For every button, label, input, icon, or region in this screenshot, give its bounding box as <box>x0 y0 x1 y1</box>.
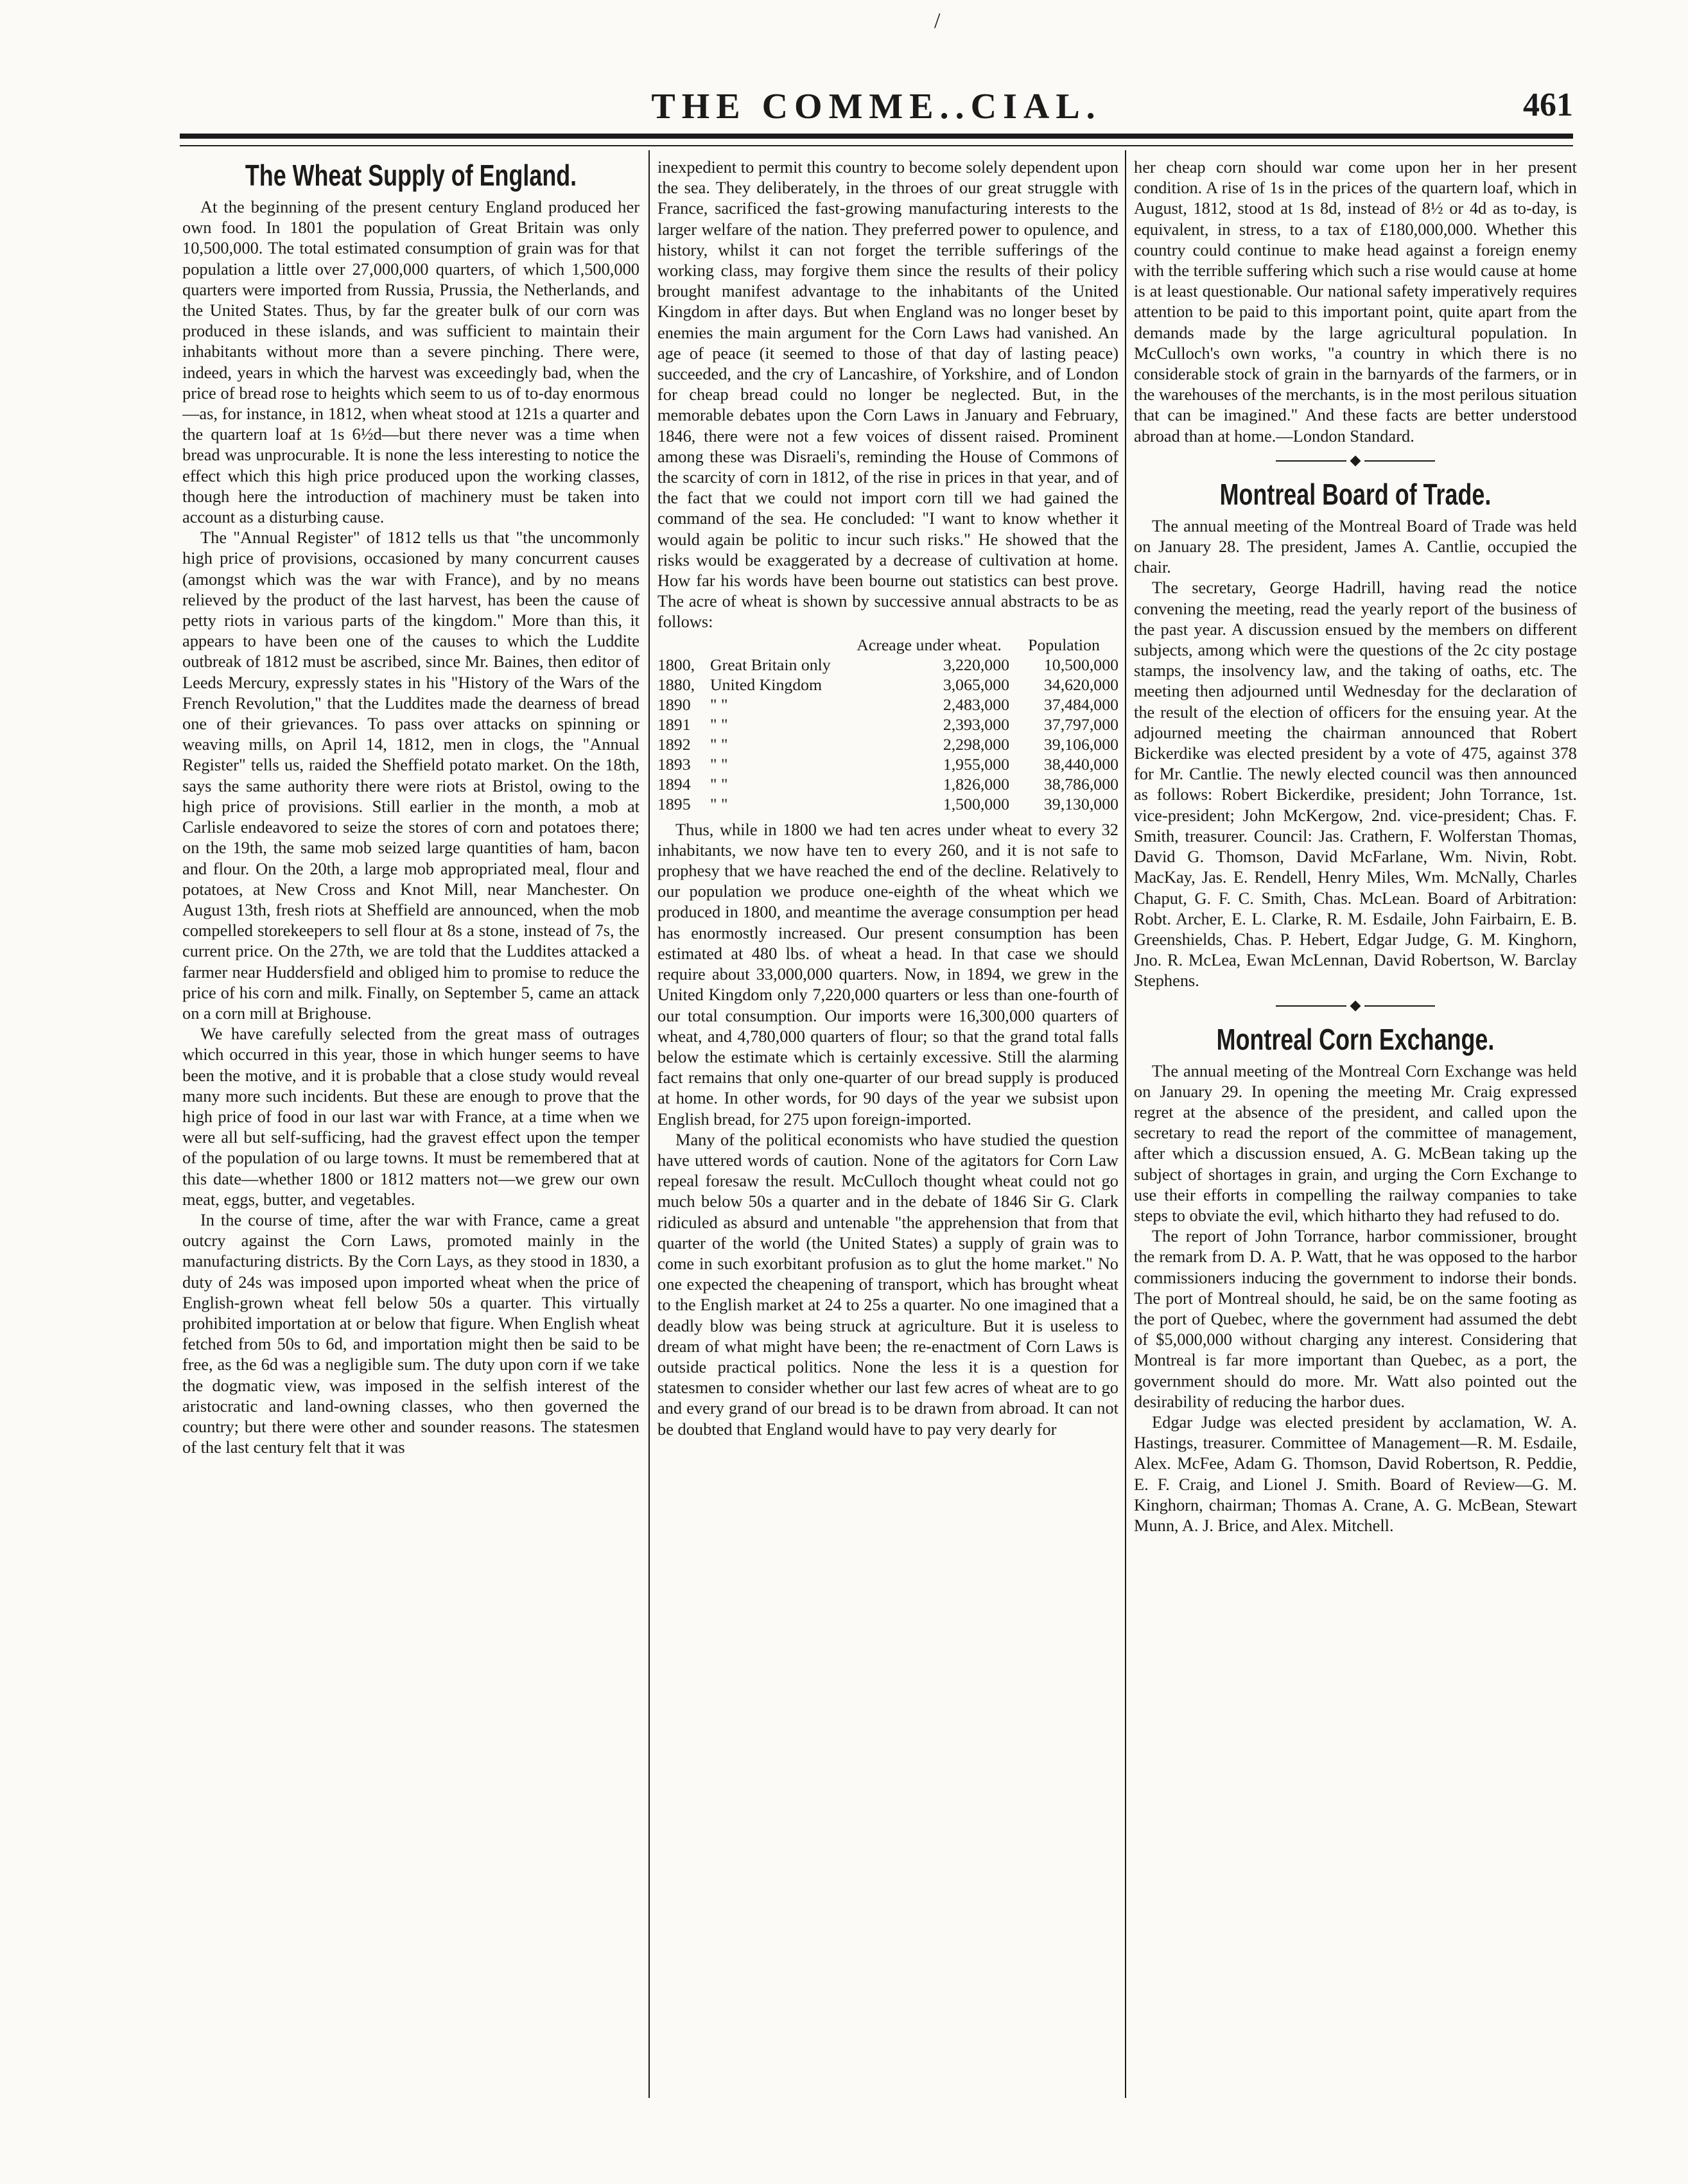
paragraph: The annual meeting of the Montreal Corn Exchange was held on January 29. In opening the meeting Mr. Craig expressed regret at the absence of the president, and called upon the secretary to read the report of the committee of management, after which a discussion ensued, A. G. McBean taking up the subject of shortages in grain, and urging the Corn Exchange to use their efforts in compelling the railway companies to take steps to obviate the evil, which hitharto they had refused to do. <box>1134 1061 1577 1225</box>
table-cell-country: " " <box>710 695 728 714</box>
table-cell-acreage: 2,483,000 <box>943 695 1009 714</box>
newspaper-title: THE COMME..CIAL. <box>651 87 1102 126</box>
paragraph: The "Annual Register" of 1812 tells us that "the uncommonly high price of provisions, occasioned by many concurrent causes (amongst which was the war with France), and by no means relieved by the product of the last harvest, has been the cause of petty riots in various parts of the kingdom." More than this, it appears to have been one of the causes to which the Luddite outbreak of 1812 must be ascribed, since Mr. Baines, then editor of Leeds Mercury, expressly states in his "History of the Wars of the French Revolution," that the Luddites made the dearness of bread one of their grievances. To pass over attacks on spinning or weaving mills, on April 14, 1812, men in clogs, the "Annual Register" tells us, raided the Sheffield potato market. On the 18th, says the same authority there were riots at Bristol, owing to the high price of provisions. Still earlier in the month, a mob at Carlisle endeavored to seize the stores of corn and potatoes there; on the 19th, the same mob seized large quantities of ham, bacon and flour. On the 20th, a large mob appropriated meal, flour and potatoes, at New Cross and Knot Mill, near Manchester. On August 13th, fresh riots at Sheffield are announced, when the mob compelled storekeepers to sell flour at 8s a stone, instead of 7s, the current price. On the 27th, we are told that the Luddites attacked a farmer near Huddersfield and obliged him to promise to reduce the price of his corn and milk. Finally, on September 5, came an attack on a corn mill at Brighouse. <box>182 528 640 1023</box>
table-cell-year: 1893 <box>657 754 691 774</box>
table-cell-country: " " <box>710 794 728 813</box>
table-cell-population: 10,500,000 <box>1043 655 1118 674</box>
table-cell-population: 38,440,000 <box>1043 754 1118 774</box>
paragraph: In the course of time, after the war with France, came a great outcry against the Corn Laws, promoted mainly in the manufacturing districts. By the Corn Lays, as they stood in 1830, a duty of 24s was imposed upon imported wheat when the price of English-grown wheat fell below 50s a quarter. This virtually prohibited importation at or below that figure. When English wheat fetched from 50s to 6d, and importation might then be said to be free, as the 6d was a negligible sum. The duty upon corn if we take the dogmatic view, was imposed in the selfish interest of the aristocratic and land-owning classes, who then governed the country; but there were other and sounder reasons. The statesmen of the last century felt that it was <box>182 1209 640 1457</box>
paragraph: Many of the political economists who have studied the question have uttered words of caution. None of the agitators for Corn Law repeal foresaw the result. McCulloch thought wheat could not go much below 50s a quarter and in the debate of 1846 Sir G. Clark ridiculed as absurd and untenable "the apprehension that from that quarter of the world (the United States) a supply of grain was to come in such exorbitant profusion as to glut the home market." No one expected the cheapening of transport, which has brought wheat to the English market at 24 to 25s a quarter. No one imagined that a deadly blow was being struck at agriculture. But it is useless to dream of what might have been; the re-enactment of Corn Laws is outside practical politics. None the less it is a question for statesmen to consider whether our last few acres of wheat are to go and every grand of our bread is to be drawn from abroad. It can not be doubted that England would have to pay very dearly for <box>657 1129 1118 1439</box>
table-cell-year: 1880, <box>657 675 695 694</box>
article-title-wheat-supply: The Wheat Supply of England. <box>245 159 577 192</box>
section-separator <box>1134 1000 1577 1012</box>
article-title-corn-exchange: Montreal Corn Exchange. <box>1216 1022 1495 1056</box>
table-cell-country: " " <box>710 715 728 734</box>
paragraph: The report of John Torrance, harbor commissioner, brought the remark from D. A. P. Watt, that he was opposed to the harbor commissioners inducing the government to indorse their bonds. The port of Montreal should, he said, be on the same footing as the port of Quebec, where the government had assumed the debt of $5,000,000 without charging any interest. Considering that Montreal is far more important than Quebec, as a port, the government should do more. Mr. Watt also pointed out the desirability of reducing the harbor dues. <box>1134 1226 1577 1411</box>
column-3 <box>1134 157 1577 2095</box>
diamond-ornament-icon <box>1350 1000 1361 1011</box>
section-separator <box>1134 455 1577 467</box>
paragraph: At the beginning of the present century England produced her own food. In 1801 the population of Great Britain was only 10,500,000. The total estimated consumption of grain was for that population a little over 27,000,000 quarters, of which 1,500,000 quarters were imported from Russia, Prussia, the Netherlands, and the United States. Thus, by far the greater bulk of our corn was produced in these islands, and was sufficient to maintain their inhabitants without more than a severe pinching. There were, indeed, years in which the harvest was exceedingly bad, when the price of bread rose to heights which seem to us of to-day enormous—as, for instance, in 1812, when wheat stood at 121s a quarter and the quartern loaf at 1s 6½d—but there never was a time when bread was unprocurable. It is none the less interesting to notice the effect which this high price produced upon the working classes, though here the introduction of machinery must be taken into account as a disturbing cause. <box>182 197 640 527</box>
table-cell-year: 1800, <box>657 655 695 674</box>
table-cell-year: 1891 <box>657 715 691 734</box>
table-row <box>657 794 1118 814</box>
table-cell-population: 39,130,000 <box>1043 794 1118 813</box>
table-cell-year: 1892 <box>657 734 691 754</box>
table-cell-acreage: 3,220,000 <box>943 655 1009 674</box>
table-row <box>657 715 1118 734</box>
masthead-rule-thin <box>180 145 1573 146</box>
table-cell-population: 39,106,000 <box>1043 734 1118 754</box>
table-cell-country: Great Britain only <box>710 655 831 674</box>
table-row <box>657 734 1118 754</box>
page-number: 461 <box>1523 87 1573 123</box>
masthead <box>180 83 1573 128</box>
paragraph: The annual meeting of the Montreal Board of Trade was held on January 28. The president, James A. Cantlie, occupied the chair. <box>1134 516 1577 577</box>
paragraph: We have carefully selected from the great mass of outrages which occurred in this year, those in which hunger seems to have been the motive, and it is probable that a close study would reveal many more such incidents. But these are enough to prove that the high price of food in our last war with France, at a time when we were all but self-sufficing, had the gravest effect upon the temper of the population of ou large towns. It must be remembered that at this date—whether 1800 or 1812 matters not—we grew our own meat, eggs, butter, and vegetables. <box>182 1024 640 1209</box>
top-mark: / <box>934 9 941 33</box>
table-header <box>657 635 1118 655</box>
table-cell-country: " " <box>710 774 728 793</box>
diamond-ornament-icon <box>1350 455 1361 466</box>
table-row <box>657 655 1118 675</box>
masthead-rule-thick <box>180 134 1573 139</box>
table-cell-country: " " <box>710 754 728 774</box>
table-cell-population: 34,620,000 <box>1043 675 1118 694</box>
table-cell-year: 1890 <box>657 695 691 714</box>
table-cell-population: 37,797,000 <box>1043 715 1118 734</box>
table-row <box>657 774 1118 794</box>
table-row <box>657 754 1118 774</box>
column-1 <box>182 157 640 2095</box>
paragraph: Edgar Judge was elected president by acclamation, W. A. Hastings, treasurer. Committee of Management—R. M. Esdaile, Alex. McFee, Adam G. Thomson, David Robertson, R. Peddie, E. F. Craig, and Lionel J. Smith. Board of Review—G. M. Kinghorn, chairman; Thomas A. Crane, A. G. McBean, Stewart Munn, A. J. Brice, and Alex. Mitchell. <box>1134 1412 1577 1535</box>
table-cell-country: " " <box>710 734 728 754</box>
table-row <box>657 695 1118 715</box>
table-cell-year: 1895 <box>657 794 691 813</box>
table-cell-acreage: 2,393,000 <box>943 715 1009 734</box>
table-cell-acreage: 2,298,000 <box>943 734 1009 754</box>
paragraph-continued: inexpedient to permit this country to become solely dependent upon the sea. They deliberately, in the throes of our great struggle with France, sacrificed the fast-growing manufacturing interests to the larger welfare of the nation. They preferred power to opulence, and history, whilst it can not forget the terrible sufferings of the working class, may forgive them since the results of their policy brought manifest advantage to the inhabitants of the United Kingdom in after days. But when England was no longer beset by enemies the main argument for the Corn Laws had vanished. An age of peace (it seemed to those of that day of lasting peace) succeeded, and the cry of Lancashire, of Yorkshire, and of London for cheap bread could no longer be neglected. But, in the memorable debates upon the Corn Laws in January and February, 1846, there were not a few voices of dissent raised. Prominent among these was Disraeli's, reminding the House of Commons of the scarcity of corn in 1812, of the rise in prices in that year, and of the fact that we could not import corn till we had gained the command of the sea. He concluded: "I want to know whether it would again be politic to incur such risks." He showed that the risks would be exaggerated by a decrease of cultivation at home. How far his words have been bourne out statistics can best prove. The acre of wheat is shown by successive annual abstracts to be as follows: <box>657 157 1118 632</box>
paragraph: The secretary, George Hadrill, having read the notice convening the meeting, read the yearly report of the business of the past year. A discussion ensued by the members on different subjects, among which were the questions of the 2c city postage stamps, the insolvency law, and the taking of oaths, etc. The meeting then adjourned until Wednesday for the declaration of the result of the election of officers for the ensuing year. At the adjourned meeting the chairman announced that Robert Bickerdike was elected president by a vote of 475, against 378 for Mr. Cantlie. The newly elected council was then announced as follows: Robert Bickerdike, president; John Torrance, 1st. vice-president; John McKergow, 2nd. vice-president; Chas. F. Smith, treasurer. Council: Jas. Crathern, F. Wolferstan Thomas, David G. Thomson, David McFarlane, Wm. Nivin, Robt. MacKay, Jas. E. Rendell, Henry Miles, Wm. McNally, Charles Chaput, G. F. C. Smith, Chas. McLean. Board of Arbitration: Robt. Archer, E. L. Clarke, R. M. Esdaile, John Fairbairn, E. B. Greenshields, Chas. P. Hebert, Edgar Judge, G. M. Kinghorn, Jno. R. McLea, Ewan McLennan, David Robertson, W. Barclay Stephens. <box>1134 578 1577 991</box>
table-cell-acreage: 1,500,000 <box>943 794 1009 813</box>
wheat-acreage-table <box>657 635 1118 814</box>
table-row <box>657 675 1118 695</box>
table-cell-country: United Kingdom <box>710 675 822 694</box>
column-divider-2 <box>1125 150 1126 2098</box>
column-divider-1 <box>648 150 650 2098</box>
table-cell-population: 38,786,000 <box>1043 774 1118 793</box>
table-cell-acreage: 1,826,000 <box>943 774 1009 793</box>
table-cell-acreage: 1,955,000 <box>943 754 1009 774</box>
table-header-population: Population <box>1028 635 1100 654</box>
table-cell-acreage: 3,065,000 <box>943 675 1009 694</box>
table-header-acreage: Acreage under wheat. <box>857 635 1002 654</box>
paragraph: Thus, while in 1800 we had ten acres under wheat to every 32 inhabitants, we now have ten to every 260, and it is not safe to prophesy that we have reached the end of the decline. Relatively to our population we produce one-eighth of the wheat which we produced in 1800, and meantime the average consumption per head has enormostly increased. Our present consumption has been estimated at 480 lbs. of wheat a head. In that case we should require about 33,000,000 quarters. Now, in 1894, we grew in the United Kingdom only 7,220,000 quarters or less than one-fourth of our total consumption. Our imports were 16,300,000 quarters of wheat, and 4,780,000 quarters of flour; so that the grand total falls below the estimate which is certainly excessive. Still the alarming fact remains that only one-quarter of our bread supply is produced at home. In other words, for 90 days of the year we subsist upon English bread, for 275 upon foreign-imported. <box>657 819 1118 1129</box>
column-2 <box>657 157 1118 2095</box>
paragraph-continued: her cheap corn should war come upon her in her present condition. A rise of 1s in the prices of the quartern loaf, which in August, 1812, stood at 1s 8d, instead of 8½ or 4d as to-day, is equivalent, in stress, to a tax of £180,000,000. Whether this country could continue to make head against a foreign enemy with the terrible suffering which such a rise would cause at home is at least questionable. Our national safety imperatively requires attention to be paid to this important point, quite apart from the demands made by the large agricultural population. In McCulloch's own works, "a country in which there is no considerable stock of grain in the barnyards of the farmers, or in the warehouses of the merchants, is in the most perilous situation that can be imagined." And these facts are better understood abroad than at home.—London Standard. <box>1134 157 1577 446</box>
table-cell-population: 37,484,000 <box>1043 695 1118 714</box>
table-cell-year: 1894 <box>657 774 691 793</box>
article-title-board-of-trade: Montreal Board of Trade. <box>1219 477 1492 511</box>
